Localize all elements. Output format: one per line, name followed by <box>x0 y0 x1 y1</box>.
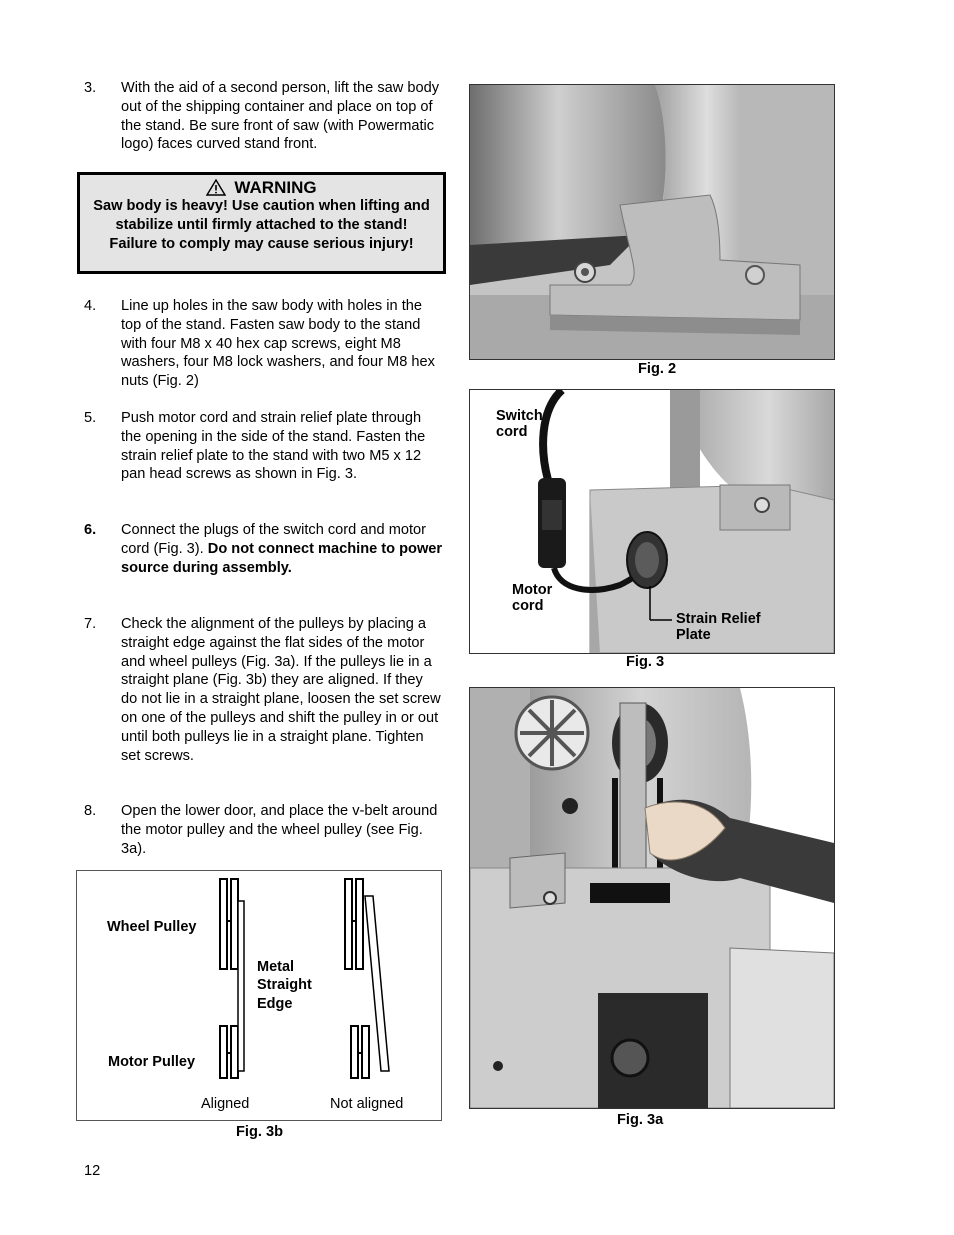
fig3-label-strain: Strain Relief <box>676 611 761 627</box>
step-number: 3. <box>84 80 97 96</box>
step-text: Open the lower door, and place the v-belt around the motor pulley and the wheel pulley (see Fig. 3a). <box>121 803 438 857</box>
fig3b-label-straight: Straight <box>257 977 312 993</box>
fig3a-illustration <box>470 688 834 1108</box>
step-text: With the aid of a second person, lift the saw body out of the shipping container and place on top of the stand. Be sure front of saw (with Powermatic logo) faces curved stand front. <box>121 80 439 153</box>
fig3b-label-metal: Metal <box>257 959 295 975</box>
warning-title: WARNING <box>234 178 317 197</box>
fig2-caption: Fig. 2 <box>638 361 677 377</box>
step-text-bold: Do not connect machine to power source during assembly. <box>121 540 443 576</box>
fig3b-caption: Fig. 3b <box>236 1124 284 1140</box>
aligned-motor-pulley <box>220 1026 238 1078</box>
step-number: 7. <box>84 616 97 632</box>
fig3-label-cord1: cord <box>496 424 528 440</box>
fig3b-label-wheel: Wheel Pulley <box>107 919 197 935</box>
page-number: 12 <box>84 1163 101 1179</box>
fig2-illustration <box>470 85 834 359</box>
aligned-straight-edge <box>238 901 244 1071</box>
fig3-label-motor: Motor <box>512 582 553 598</box>
unaligned-wheel-pulley <box>345 879 363 969</box>
fig3-photo <box>469 389 835 654</box>
fig3-label-cord2: cord <box>512 598 544 614</box>
fig3-illustration <box>470 390 834 653</box>
fig3-label-switch: Switch <box>496 408 543 424</box>
fig3b-illustration <box>77 871 441 1120</box>
step-text: Line up holes in the saw body with holes in the top of the stand. Fasten saw body to the stand with four M8 x 40 hex cap screws, eight M8 washers, four M8 lock washers, and four M8 hex nuts (Fig. 2) <box>121 298 435 390</box>
step-text-normal: Connect the plugs of the switch cord and motor cord (Fig. 3). <box>121 522 427 557</box>
fig3a-photo <box>469 687 835 1109</box>
step-number: 4. <box>84 298 97 314</box>
aligned-wheel-pulley <box>220 879 238 969</box>
step-number: 6. <box>84 522 97 538</box>
fig2-photo <box>469 84 835 360</box>
step-number: 8. <box>84 803 97 819</box>
fig3b-label-edge: Edge <box>257 996 293 1012</box>
unaligned-motor-pulley <box>351 1026 369 1078</box>
fig3b-diagram <box>76 870 442 1121</box>
fig3b-label-aligned: Aligned <box>201 1096 250 1112</box>
fig3-caption: Fig. 3 <box>626 654 665 670</box>
step-number: 5. <box>84 410 97 426</box>
warning-text: Saw body is heavy! Use caution when lifting and stabilize until firmly attached to the stand! Failure to comply may cause serious injury! <box>93 198 430 252</box>
warning-box <box>77 172 446 274</box>
step-text: Check the alignment of the pulleys by placing a straight edge against the flat sides of the motor and wheel pulleys (Fig. 3a). If the pulleys lie in a straight plane (Fig. 3b) they are aligned. If they do not lie in a straight plane, loosen the set screw on one of the pulleys and shift the pulley in or out until both pulleys lie in a straight plane. Tighten set screws. <box>121 616 441 764</box>
warning-title-row <box>80 178 443 197</box>
step-text <box>121 521 443 577</box>
fig3-label-plate: Plate <box>676 627 711 643</box>
warning-triangle-icon <box>206 179 226 196</box>
fig3b-label-motor: Motor Pulley <box>108 1054 196 1070</box>
fig3a-caption: Fig. 3a <box>617 1112 664 1128</box>
step-text: Push motor cord and strain relief plate through the opening in the side of the stand. Fasten the strain relief plate to the stand with two M5 x 12 pan head screws as shown in Fig. 3. <box>121 410 426 483</box>
fig3b-label-not-aligned: Not aligned <box>330 1096 404 1112</box>
